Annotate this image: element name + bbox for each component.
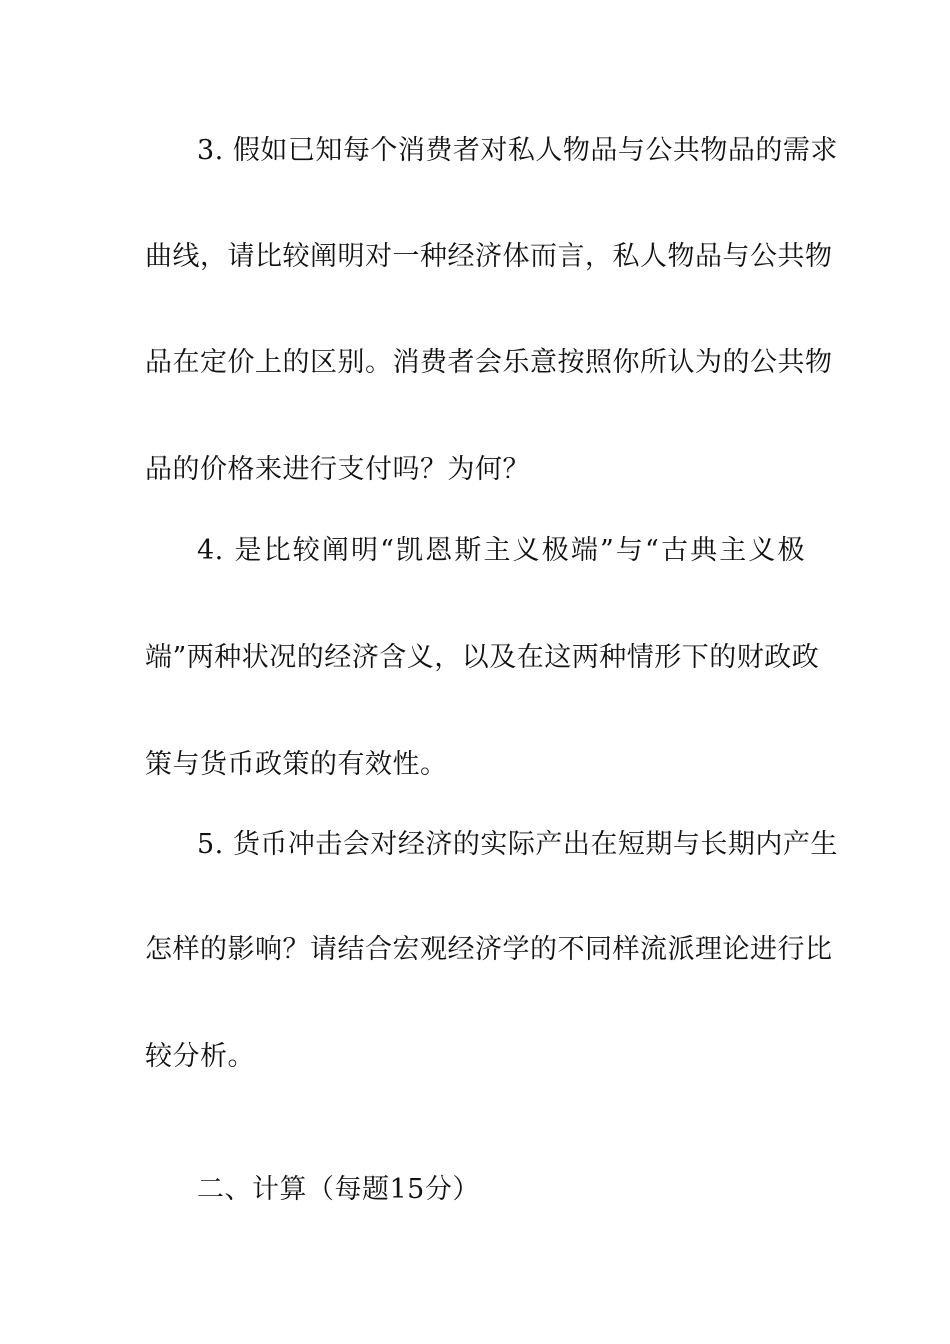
question-3-line-1: 3. 假如已知每个消费者对私人物品与公共物品的需求 (197, 135, 838, 166)
question-4-line-2: 端”两种状况的经济含义，以及在这两种情形下的财政政 (145, 642, 820, 673)
question-4-line-3: 策与货币政策的有效性。 (145, 749, 448, 780)
question-5-line-3: 较分析。 (145, 1041, 255, 1072)
question-3-line-3: 品在定价上的区别。消费者会乐意按照你所认为的公共物 (145, 347, 833, 378)
question-3-line-4: 品的价格来进行支付吗？为何？ (145, 454, 530, 485)
question-4-line-1: 4. 是比较阐明“凯恩斯主义极端”与“古典主义极 (197, 535, 805, 566)
question-5-line-2: 怎样的影响？请结合宏观经济学的不同样流派理论进行比 (145, 934, 833, 965)
question-3-line-2: 曲线，请比较阐明对一种经济体而言，私人物品与公共物 (145, 241, 833, 272)
question-5-line-1: 5. 货币冲击会对经济的实际产出在短期与长期内产生 (197, 829, 838, 860)
section-heading: 二、计算（每题15分） (197, 1174, 480, 1205)
